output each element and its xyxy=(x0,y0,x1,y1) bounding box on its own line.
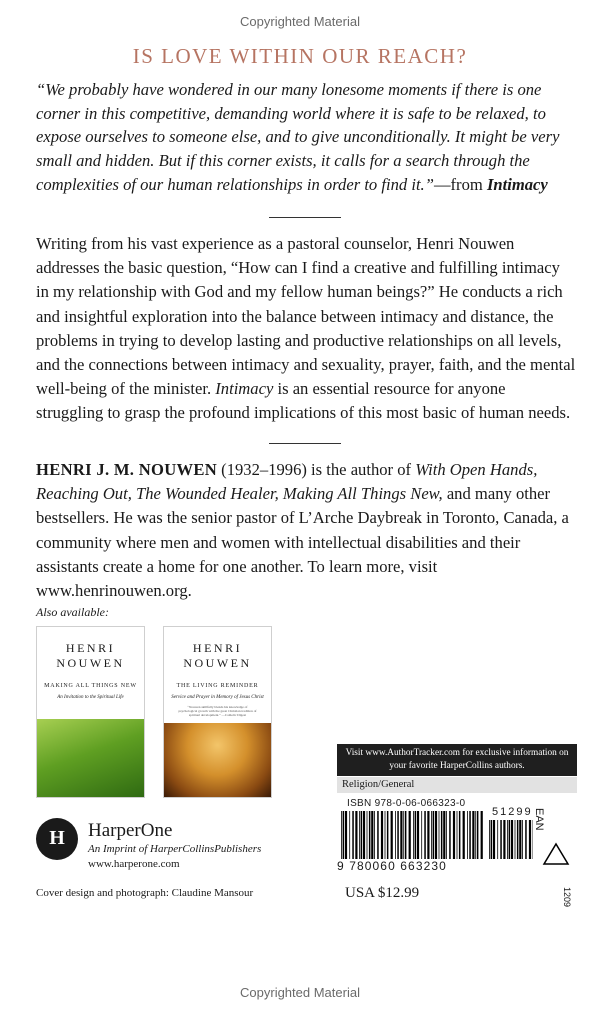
watermark-bottom: Copyrighted Material xyxy=(240,985,360,1000)
barcode-block xyxy=(337,796,577,880)
book-author-first: HENRI xyxy=(192,641,243,655)
watermark-top: Copyrighted Material xyxy=(240,14,360,29)
harperone-logo-icon xyxy=(36,818,78,860)
description-part2: is an essential resource for anyone struggling to grasp the profound implications of this most basic of human needs. xyxy=(36,379,571,423)
book-author-first: HENRI xyxy=(65,641,116,655)
book-author xyxy=(164,627,271,671)
authortracker-banner: Visit www.AuthorTracker.com for exclusive information on your favorite HarperCollins authors. xyxy=(337,744,577,776)
description-title: Intimacy xyxy=(215,379,274,399)
bio-part2: and many other bestsellers. He was the senior pastor of L’Arche Daybreak in Toronto, Canada, a community where men and women with intellectual disabilities and their assistants create a home for one another. To learn more, visit www.henrinouwen.org. xyxy=(36,484,569,601)
publisher-name: HarperOne xyxy=(88,820,173,841)
book-cover-making-all-things-new xyxy=(36,626,145,798)
book-author-last: NOUWEN xyxy=(183,656,252,670)
book-cover-photo xyxy=(37,719,144,797)
back-cover-headline: IS LOVE WITHIN OUR REACH? xyxy=(132,44,468,68)
price-label: USA $12.99 xyxy=(345,885,420,901)
price-addon-barcode-icon xyxy=(489,820,533,859)
intimacy-quote xyxy=(36,78,576,197)
book-blurb: “Nouwen skillfully blends his knowledge of psychological growth with the great Christian tradition of spiritual development.” —Catholic Digest xyxy=(178,705,257,717)
book-title: THE LIVING REMINDER xyxy=(176,683,259,689)
book-title: MAKING ALL THINGS NEW xyxy=(44,683,137,689)
publisher-website: www.harperone.com xyxy=(88,858,180,870)
book-description xyxy=(36,232,576,426)
divider-rule xyxy=(269,443,341,444)
addon-digits: 51299 xyxy=(492,806,533,818)
harperone-logo-mark: H xyxy=(49,827,65,849)
also-available-label: Also available: xyxy=(36,605,109,619)
book-cover-the-living-reminder xyxy=(163,626,272,798)
imprint-suffix: Publishers xyxy=(214,843,262,855)
book-author-last: NOUWEN xyxy=(56,656,125,670)
bio-books: With Open Hands, Reaching Out, The Wounded Healer, Making All Things New, xyxy=(36,460,538,504)
cover-credit: Cover design and photograph: Claudine Mansour xyxy=(36,887,254,899)
description-part1: Writing from his vast experience as a pastoral counselor, Henri Nouwen addresses the basic question, “How can I find a creative and fulfilling intimacy in my relationship with God and my fellow human beings?” He conducts a rich and insightful exploration into the balance between intimacy and distance, the problems in trying to develop lasting and productive relationships on all levels, and the connections between intimacy and sexuality, prayer, faith, and the mental well-being of the minister. xyxy=(36,234,576,399)
book-author xyxy=(37,627,144,671)
author-bio xyxy=(36,458,576,603)
publisher-block xyxy=(36,818,316,878)
quote-text: “We probably have wondered in our many lonesome moments if there is one corner in this competitive, demanding world where it is safe to be relaxed, to expose ourselves to someone else, and to give unconditionally. It might be very small and hidden. But if this corner exists, it calls for a search through the complexities of our human relationships in order to find it.” xyxy=(36,80,560,194)
book-subtitle: An Invitation to the Spiritual Life xyxy=(57,695,124,700)
imprint-prefix: An Imprint of HarperCollins xyxy=(88,843,215,855)
divider-rule xyxy=(269,217,341,218)
print-code: 1209 xyxy=(562,887,572,908)
publisher-imprint xyxy=(88,843,261,855)
quote-source-title: Intimacy xyxy=(486,174,548,194)
book-cover-photo xyxy=(164,723,271,797)
quote-source-prefix: —from xyxy=(433,174,487,194)
triangle-icon xyxy=(542,842,570,866)
ean-label: EAN xyxy=(533,808,545,831)
bio-part1: (1932–1996) is the author of xyxy=(217,460,416,479)
author-name: HENRI J. M. NOUWEN xyxy=(36,460,218,479)
ean-barcode-icon xyxy=(341,811,485,859)
isbn-label: ISBN 978-0-06-066323-0 xyxy=(347,798,466,809)
book-subtitle: Service and Prayer in Memory of Jesus Christ xyxy=(171,695,264,700)
category-label: Religion/General xyxy=(337,777,577,793)
ean-digits: 9 780060 663230 xyxy=(337,859,447,873)
